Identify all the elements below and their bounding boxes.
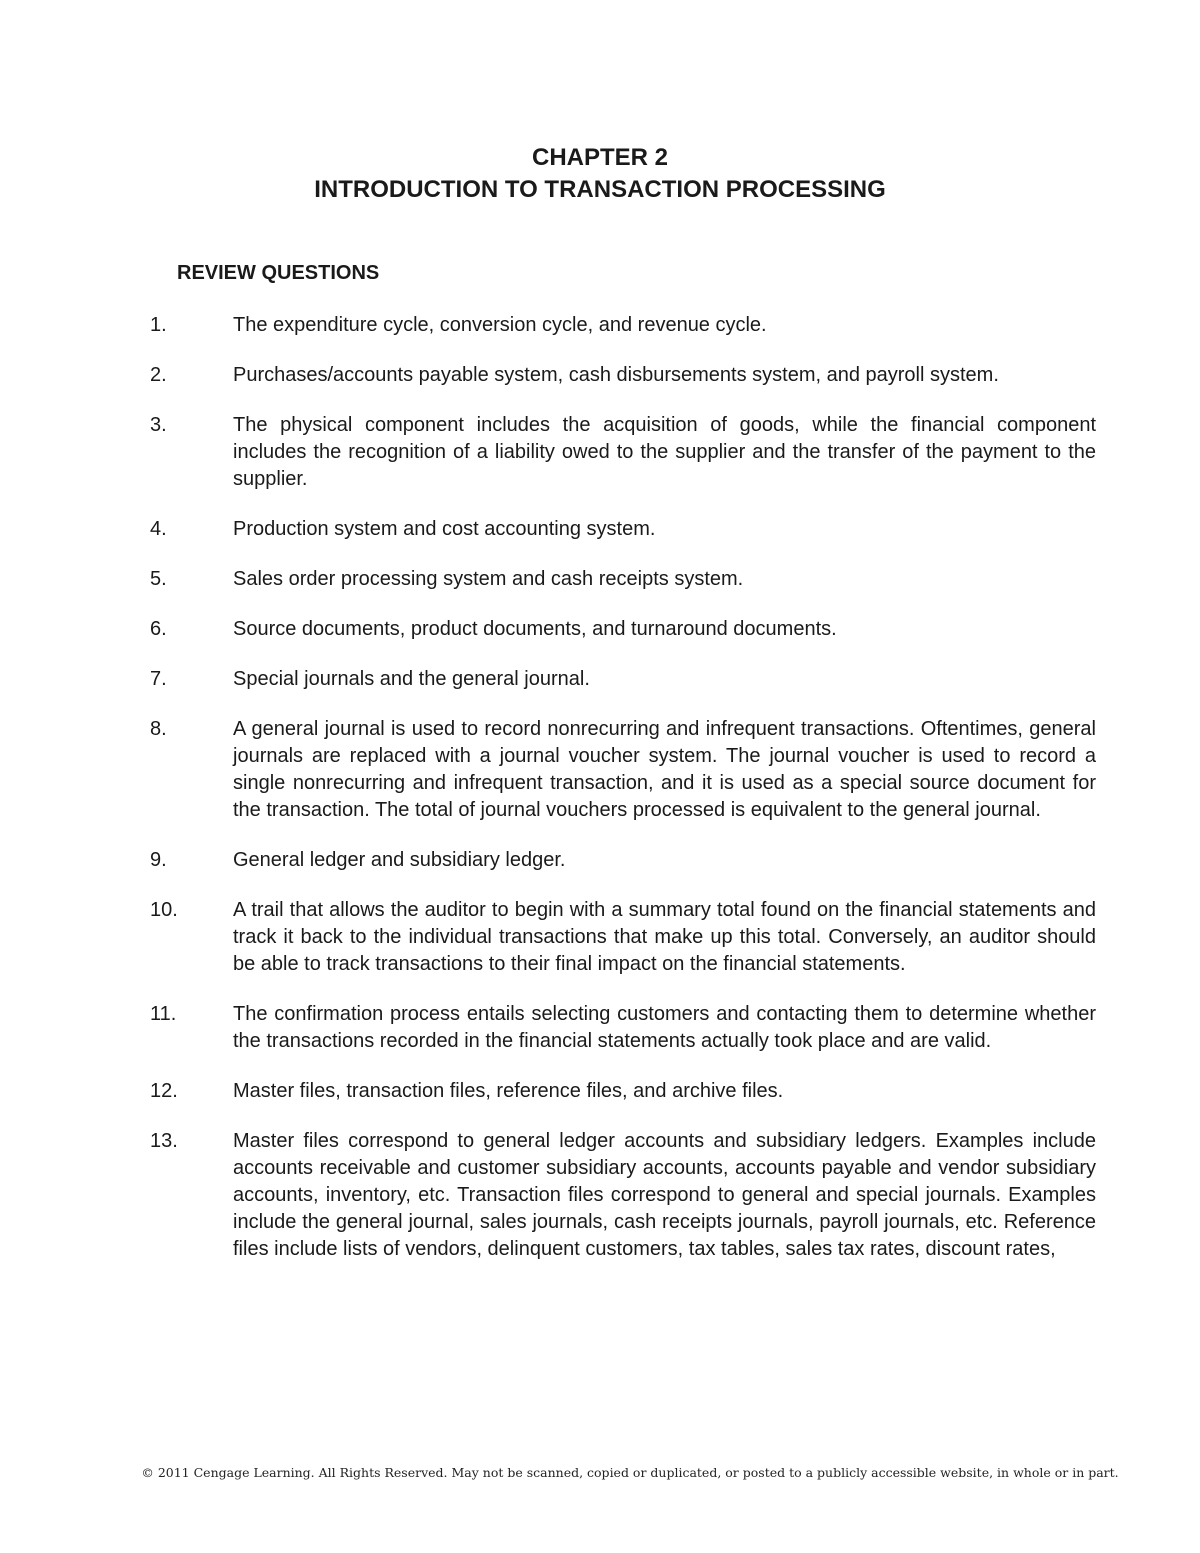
question-number: 3. — [150, 414, 167, 436]
question-number: 1. — [150, 314, 167, 336]
question-number: 8. — [150, 718, 167, 740]
chapter-title: CHAPTER 2 — [531, 144, 669, 171]
list-item — [150, 1078, 1096, 1105]
question-answer: Special journals and the general journal. — [233, 668, 590, 690]
question-answer: Master files, transaction files, reference files, and archive files. — [233, 1080, 784, 1102]
review-questions-list — [150, 312, 1096, 1286]
question-answer: A trail that allows the auditor to begin with a summary total found on the financial statements and track it back to the individual transactions that make up this total. Conversely, an auditor should be able to track transactions to their final impact on the financial statements. — [233, 899, 1096, 975]
list-item — [150, 516, 1096, 543]
list-item — [150, 616, 1096, 643]
question-answer: The physical component includes the acquisition of goods, while the financial component includes the recognition of a liability owed to the supplier and the transfer of the payment to the supplier. — [233, 414, 1096, 490]
list-item — [150, 847, 1096, 874]
question-number: 6. — [150, 618, 167, 640]
copyright-footer: © 2011 Cengage Learning. All Rights Reserved. May not be scanned, copied or duplicated, or posted to a publicly accessible website, in whole or in part. — [141, 1465, 1119, 1480]
question-answer: A general journal is used to record nonrecurring and infrequent transactions. Oftentimes, general journals are replaced with a journal voucher system. The journal voucher is used to record a single nonrecurring and infrequent transaction, and it is used as a special source document for the transaction. The total of journal vouchers processed is equivalent to the general journal. — [233, 718, 1096, 821]
list-item — [150, 1001, 1096, 1055]
list-item — [150, 566, 1096, 593]
question-number: 2. — [150, 364, 167, 386]
list-item — [150, 412, 1096, 493]
list-item — [150, 362, 1096, 389]
list-item — [150, 666, 1096, 693]
question-answer: The expenditure cycle, conversion cycle, and revenue cycle. — [233, 314, 767, 336]
question-number: 7. — [150, 668, 167, 690]
question-answer: Master files correspond to general ledger accounts and subsidiary ledgers. Examples include accounts receivable and customer subsidiary accounts, accounts payable and vendor subsidiary accounts, inventory, etc. Transaction files correspond to general and special journals. Examples include the general journal, sales journals, cash receipts journals, payroll journals, etc. Reference files include lists of vendors, delinquent customers, tax tables, sales tax rates, discount rates, — [233, 1130, 1096, 1260]
list-item — [150, 897, 1096, 978]
list-item — [150, 312, 1096, 339]
question-answer: General ledger and subsidiary ledger. — [233, 849, 566, 871]
question-answer: Sales order processing system and cash receipts system. — [233, 568, 744, 590]
list-item — [150, 1128, 1096, 1263]
question-number: 10. — [150, 899, 178, 921]
question-answer: Production system and cost accounting system. — [233, 518, 656, 540]
question-number: 13. — [150, 1130, 178, 1152]
question-number: 11. — [150, 1003, 177, 1025]
section-heading: REVIEW QUESTIONS — [177, 262, 380, 284]
question-answer: The confirmation process entails selecting customers and contacting them to determine whether the transactions recorded in the financial statements actually took place and are valid. — [233, 1003, 1096, 1052]
list-item — [150, 716, 1096, 824]
question-number: 9. — [150, 849, 167, 871]
question-answer: Purchases/accounts payable system, cash disbursements system, and payroll system. — [233, 364, 999, 386]
question-number: 12. — [150, 1080, 178, 1102]
question-answer: Source documents, product documents, and turnaround documents. — [233, 618, 837, 640]
question-number: 4. — [150, 518, 167, 540]
question-number: 5. — [150, 568, 167, 590]
chapter-subtitle: INTRODUCTION TO TRANSACTION PROCESSING — [314, 176, 886, 203]
